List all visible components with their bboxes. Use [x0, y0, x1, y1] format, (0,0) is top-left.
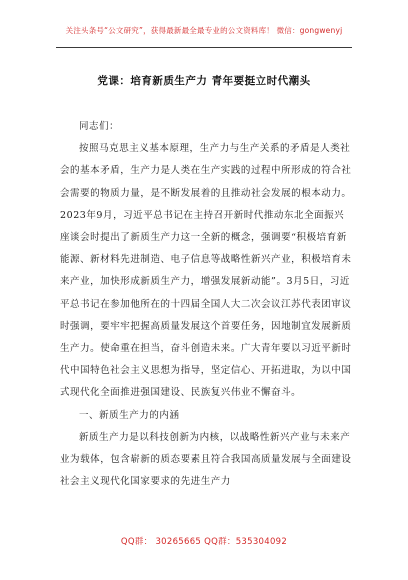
salutation: 同志们：: [79, 121, 120, 132]
footer-qq-groups: QQ群： 30265665 QQ群：535304092: [120, 537, 288, 547]
section-heading: 一、新质生产力的内涵: [79, 409, 180, 421]
paragraph: 新质生产力是以科技创新为内核，以战略性新兴产业与未来产业为载体，包含崭新的质态要素且符合我国高质量发展与全面建设社会主义现代化国家要求的先进生产力: [60, 431, 352, 488]
header-divider: [56, 47, 352, 48]
paragraph: 按照马克思主义基本原理，生产力与生产关系的矛盾是人类社会的基本矛盾，生产力是人类在生产实践的过程中所形成的符合社会需要的物质力量，是不断发展着的且推动社会发展的根本动力。2023年9月，习近平总书记在主持召开新时代推动东北全面振兴座谈会时提出了新质生产力这一全新的概念，强调要“积极培育新能源、新材料先进制造、电子信息等战略性新兴产业，积极培育未来产业，加快形成新质生产力，增强发展新动能”。3月5日，习近平总书记在参加他所在的十四届全国人大二次会议江苏代表团审议时强调，要牢牢把握高质量发展这个首要任务，因地制宜发展新质生产力。使命重在担当，奋斗创造未来。广大青年要以习近平新时代中国特色社会主义思想为指导，坚定信心、开拓进取，为以中国式现代化全面推进强国建设、民族复兴伟业不懈奋斗。: [60, 143, 352, 399]
document-body: [60, 116, 352, 493]
header-promo-note: 关注头条号“公文研究”，获得最新最全最专业的公文资料库！ 微信：gongwenyj: [65, 26, 343, 35]
document-title: 党课：培育新质生产力 青年要挺立时代潮头: [97, 75, 311, 87]
